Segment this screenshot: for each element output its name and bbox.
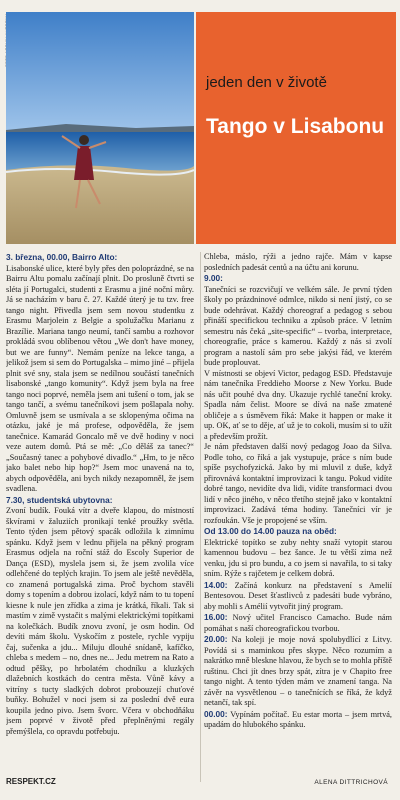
footer-url[interactable]: RESPEKT.CZ: [6, 777, 56, 786]
entry-heading: Od 13.00 do 14.00 pauza na oběd:: [204, 526, 337, 536]
column-divider: [200, 252, 201, 782]
entry-text: Chleba, máslo, rýži a jedno rajče. Mám v kapse posledních padesát centů a na účtu ani korunu.: [204, 252, 392, 272]
entry-text: Začíná konkurz na představení s Amelií Bentesovou. Deset šťastlivců z padesáti bude vybráno, aby mohli s Amélií vytvořit jiný program.: [204, 580, 392, 611]
article-title: Tango v Lisabonu: [206, 115, 385, 138]
entry-heading: 7.30, studentská ubytovna:: [6, 494, 113, 505]
article-column-1: [6, 252, 194, 772]
entry-heading: 3. března, 00.00, Bairro Alto:: [6, 252, 118, 262]
entry-text: V místnosti se objeví Victor, pedagog ESD. Představuje nám tanečníka Freddieho Moorse z New Yorku. Bude nás učit pouhé dva dny. Ukazuje rychlé taneční kroky. Spadla nám čelist. Moore se dívá na naše zmatené obličeje a s úsměvem říká: Make it happen or make it up. OK, ať se to děje, ať už je to cokoli, musím si to užít a především prožít.: [204, 368, 392, 441]
time-label: 00.00:: [204, 708, 228, 719]
entry-text: Elektrické topítko se zuby nehty snaží vytopit starou kamennou budovu – bez šance. Je tu větší zima než venku, jdu si pro bundu, a co jsem si navařila, to si taky sním. Rýže s rajčetem je celkem dobrá.: [204, 537, 392, 578]
entry-text: Zvoní budík. Fouká vítr a dveře klapou, do místností škvírami v žaluziích pronikají tenké proužky světla. Tento týden jsem pětový spacák odložila k zimnímu spánku. Když jsem v lednu přijela na pěkný program Erasmus odjela na roční stáž do Escoly Superior de Dança (ESD), myslela jsem si, že jsem zvolila více odlehčené do teplých krajin. To jsem ale ještě nevěděla, co znamená portugalská zima. Proč bychom stavěli domy s topením a dobrou izolací, když nám to tu topení kiesne k nule jen zřídka a zima je krátká, říkali. Tak si mastím v zimě vystačit s malými elektrickými topítkami na kolečkách. Budík znovu zvoní, je osm hodin. Od devíti mám školu. Vyskočím z postele, rychle vypiju čaj, sučenka a jdu... Miluju dlouhé snídaně, kafíčko, chleba s medem – no, dnes ne... Jedu metrem na Rato a odtud pěšky, po hrbolatém chodníku a kluzkých dlažebních kostkách do centra města. Vůně kávy a vitríny s tucty sladkých dobrot probouzejí chuťové buňky. Bohužel v noci jsem si za poslední dvě eura koupila jedno pivo. Jsem švorc. Včera v obchodňáku jsem poprvé v životě před přeplněnými regály přemýšlela, co opravdu potřebuju.: [6, 506, 194, 736]
entry-text: Vypínám počítač. Eu estar morta – jsem mrtvá, upadám do hlubokého spánku.: [204, 709, 392, 729]
author-name: ALENA DITTRICHOVÁ: [314, 779, 388, 786]
beach-photo: [6, 12, 194, 244]
entry-text: Je nám představen další nový pedagog Joao da Silva. Podle toho, co říká a jak vystupuje, práce s ním bude spíše psychofyzická. Jako by mi mluvil z duše, když přirovnává kontaktní improvizaci k tangu. Pokud vidíte dobré tango, nevidíte dva lidi, vidíte transformaci dvou lidí v něco jiného, v něco třetího stejně jako v kontaktní improvizaci. Zadává téma hodiny. Tanečníci vír je rozfoukán. Vše je propojené se vším.: [204, 442, 392, 525]
time-label: 20.00:: [204, 634, 228, 644]
title-panel: [196, 12, 396, 244]
time-label: 14.00:: [204, 579, 228, 590]
rubric-label: jeden den v životě: [206, 74, 327, 91]
entry-text: Tanečníci se rozcvičují ve velkém sále. Je první týden školy po prázdninové odmlce, nikdo si není jistý, co se bude odehrávat. Každý choreograf a pedagog s sebou přináší specifickou techniku a způsob práce. V letním semestru nás čeká „site-specific“ – tvorba, interpretace, choreografie, práce s kamerou. Každý z nás si zvolí program a nastolí sám pro sebe jakýsi řád, ve kterém bude proplouvat.: [204, 284, 392, 367]
article-column-2: [204, 252, 392, 772]
entry-text: Na koleji je moje nová spolubydlící z Litvy. Povídá si s maminkou přes skype. Něco rozumím a nakrátko mně bleskne hlavou, že bych se to mohla příště ruštinu. Chci jít dnes brzy spát, zítra je v Chapito free tango night. A tento týden mám ve znamení tanga. Na závěr na vysvětlenou – o tanečnících se říká, že když netančí, tak spí.: [204, 635, 392, 707]
entry-text: Lisabonské ulice, které byly přes den poloprázdné, se na Bairru Altu pomalu začínají plnit. Do prosluně čtvrti se sléta jí Portugalci, studenti z Erasmu a jiné noční můry. Já se nacházím v baru č. 27. Každé úterý je tu tzv. free tango night. Přivedla jsem sem novou studentku z Erasmu Marjolein z Belgie a spolužačku Marianu z Brazílie. Mariana tango neumí, tančí sambu a rozhovor prokládá svou oblíbenou větou „We don't have money, but we are funny“. Nemám peníze na lekce tanga, a jelikož jsem si sem do Portugalska – mimo jiné – přijela plnit své sny, stala jsem se nedílnou součástí tanečních lisabonské „tango komunity“. Když jsem byla na free tango noci poprvé, neměla jsem ani tušení o tom, jak se tango tančí, a svému tanečníkovi jsem pošlapala nohy. Omluvně jsem se usmívala a se sklopenýma očima na otázku, jaké je má profese, odpověděla, že jsem tanečnice. Kamarád Goncalo mě ve dvě hodiny v noci veze autem domů. Ptá se mě: „Co děláš za tanec?“ „Současný tanec a pohybové divadlo.“ „Hm, to je něco jako balet nebo hip hop?“ Jsem moc unavená na to, abych odpověděla, ani bych nikdy nezapomněl, že jsem svadlena.: [6, 263, 194, 493]
time-label: 16.00:: [204, 612, 228, 622]
entry-heading: 9.00:: [204, 273, 223, 283]
entry-text: Nový učitel Francisco Camacho. Bude nám pomáhat s naší choreografickou tvorbou.: [204, 613, 392, 633]
